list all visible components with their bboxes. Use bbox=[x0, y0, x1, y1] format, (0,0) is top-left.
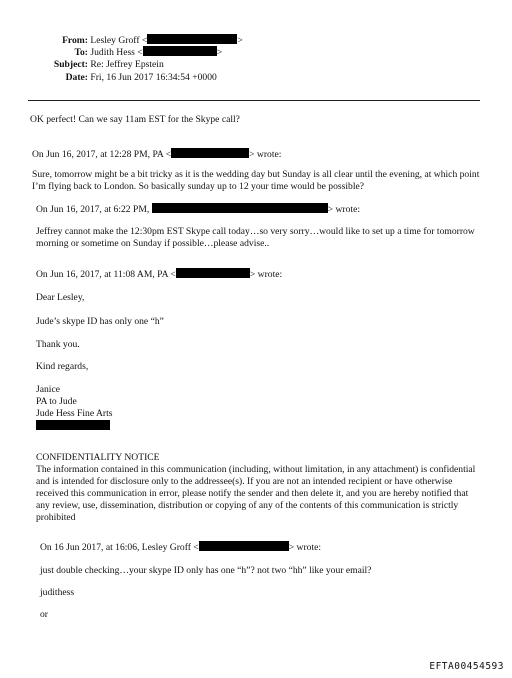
signature-name: Janice bbox=[36, 384, 60, 395]
quote4-header-text: On 16 Jun 2017, at 16:06, Lesley Groff < bbox=[40, 542, 199, 553]
quote4-header bbox=[40, 541, 321, 554]
quote1-text: Sure, tomorrow might be a bit tricky as it is the wedding day but Sunday is all clear until the evening, at which point I’m flying back to London. So basically sunday up to 12 your time would be possible? bbox=[32, 169, 480, 192]
quote2-header bbox=[36, 203, 360, 216]
redaction-bar bbox=[143, 46, 217, 56]
redaction-bar bbox=[171, 148, 249, 158]
to-close: > bbox=[216, 47, 223, 58]
signature-role: PA to Jude bbox=[36, 396, 77, 407]
redaction-bar bbox=[176, 268, 250, 278]
reply-text: OK perfect! Can we say 11am EST for the Skype call? bbox=[30, 114, 240, 125]
quote1-header-text: On Jun 16, 2017, at 12:28 PM, PA < bbox=[32, 149, 172, 160]
date-value: Fri, 16 Jun 2017 16:34:54 +0000 bbox=[90, 72, 217, 83]
redaction-bar bbox=[199, 541, 289, 551]
from-label: From: bbox=[62, 35, 88, 46]
date-label: Date: bbox=[65, 72, 88, 83]
subject-label: Subject: bbox=[53, 59, 88, 70]
to-value: Judith Hess < bbox=[90, 47, 143, 58]
redaction-bar bbox=[36, 420, 110, 430]
redaction-bar bbox=[152, 203, 328, 213]
bates-number: EFTA00454593 bbox=[429, 661, 504, 672]
subject-row bbox=[30, 59, 164, 71]
quote4-header-end: > wrote: bbox=[288, 542, 322, 553]
signature-redaction bbox=[36, 420, 110, 433]
quote1-header bbox=[32, 148, 281, 161]
quote2-header-end: > wrote: bbox=[327, 204, 360, 215]
signature-company: Jude Hess Fine Arts bbox=[36, 408, 113, 419]
quote4-or: or bbox=[40, 609, 48, 620]
quote3-thanks: Thank you. bbox=[36, 339, 80, 350]
quote3-header-text: On Jun 16, 2017, at 11:08 AM, PA < bbox=[36, 269, 176, 280]
to-row bbox=[30, 46, 222, 59]
subject-value: Re: Jeffrey Epstein bbox=[90, 59, 164, 70]
quote2-text: Jeffrey cannot make the 12:30pm EST Skype call today…so very sorry…would like to set up a time for tomorrow morning or sometime on Sunday if possible…please advise.. bbox=[36, 226, 475, 249]
quote3-header bbox=[36, 268, 282, 281]
from-value: Lesley Groff < bbox=[90, 35, 148, 46]
quote3-regards: Kind regards, bbox=[36, 361, 89, 372]
redaction-bar bbox=[147, 34, 237, 44]
header-divider bbox=[28, 100, 480, 101]
quote4-text: just double checking…your skype ID only has one “h”? not two “hh” like your email? bbox=[40, 565, 372, 576]
confidentiality-title: CONFIDENTIALITY NOTICE bbox=[36, 452, 160, 463]
to-label: To: bbox=[74, 47, 88, 58]
quote2-header-text: On Jun 16, 2017, at 6:22 PM, bbox=[36, 204, 150, 215]
confidentiality-text: The information contained in this communication (including, without limitation, in any attachment) is confidential and is intended for disclosure only to the addressee(s). If you are not an intended recipient or have otherwise received this communication in error, please notify the sender and then delete it, and you are hereby notified that any review, use, dissemination, distribution or copying of any of the contents of this communication is strictly prohibited bbox=[36, 464, 476, 523]
date-row bbox=[30, 72, 217, 84]
quote3-greeting: Dear Lesley, bbox=[36, 292, 85, 303]
from-close: > bbox=[237, 35, 243, 46]
quote4-id: judithess bbox=[40, 587, 75, 598]
quote3-header-end: > wrote: bbox=[249, 269, 283, 280]
quote1-header-end: > wrote: bbox=[249, 149, 282, 160]
quote3-line: Jude’s skype ID has only one “h” bbox=[36, 316, 164, 327]
